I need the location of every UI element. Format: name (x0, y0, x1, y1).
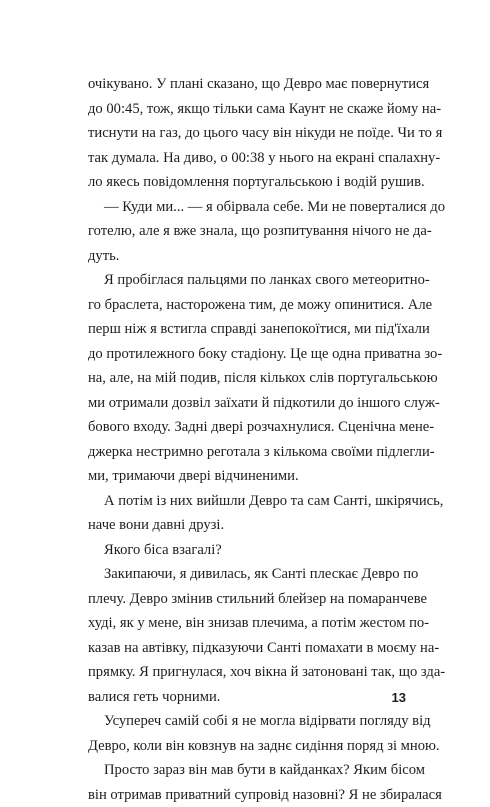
text-line: бового входу. Задні двері розчахнулися. Сценічна мене- (88, 415, 406, 440)
text-line: ми, тримаючи двері відчиненими. (88, 464, 406, 489)
text-line: Просто зараз він мав бути в кайданках? Яким бісом (88, 758, 406, 783)
text-line: прямку. Я пригнулася, хоч вікна й затоновані так, що зда- (88, 660, 406, 685)
text-line: Закипаючи, я дивилась, як Санті плескає Девро по (88, 562, 406, 587)
text-line: до 00:45, тож, якщо тільки сама Каунт не скаже йому на- (88, 97, 406, 122)
text-line: наче вони давні друзі. (88, 513, 406, 538)
text-line: ло якесь повідомлення португальською і водій рушив. (88, 170, 406, 195)
text-line: очікувано. У плані сказано, що Девро має повернутися (88, 72, 406, 97)
text-line: — Куди ми... — я обірвала себе. Ми не поверталися до (88, 195, 406, 220)
text-line: казав на автівку, підказуючи Санті помахати в моєму на- (88, 636, 406, 661)
text-line: так думала. На диво, о 00:38 у нього на екрані спалахну- (88, 146, 406, 171)
text-line: А потім із них вийшли Девро та сам Санті, шкірячись, (88, 489, 406, 514)
text-line: готелю, але я вже знала, що розпитування нічого не да- (88, 219, 406, 244)
text-line: перш ніж я встигла справді занепокоїтися, ми під'їхали (88, 317, 406, 342)
text-line: валися геть чорними. (88, 685, 406, 710)
body-text (88, 72, 406, 807)
page-number: 13 (380, 690, 406, 705)
text-line: дуть. (88, 244, 406, 269)
text-line: ми отримали дозвіл заїхати й підкотили до іншого служ- (88, 391, 406, 416)
text-line: до протилежного боку стадіону. Це ще одна приватна зо- (88, 342, 406, 367)
text-line: Я пробіглася пальцями по ланках свого метеоритно- (88, 268, 406, 293)
text-line: тиснути на газ, до цього часу він нікуди не поїде. Чи то я (88, 121, 406, 146)
text-line: плечу. Девро змінив стильний блейзер на помаранчеве (88, 587, 406, 612)
text-line: худі, як у мене, він знизав плечима, а потім жестом по- (88, 611, 406, 636)
text-line: Усупереч самій собі я не могла відірвати погляду від (88, 709, 406, 734)
text-line: він отримав приватний супровід назовні? Я не збиралася (88, 783, 406, 807)
text-line: Девро, коли він ковзнув на заднє сидіння поряд зі мною. (88, 734, 406, 759)
text-line: го браслета, насторожена тим, де можу опинитися. Але (88, 293, 406, 318)
text-line: на, але, на мій подив, після кількох слів португальською (88, 366, 406, 391)
text-line: джерка нестримно реготала з кількома своїми підлегли- (88, 440, 406, 465)
text-line: Якого біса взагалі? (88, 538, 406, 563)
